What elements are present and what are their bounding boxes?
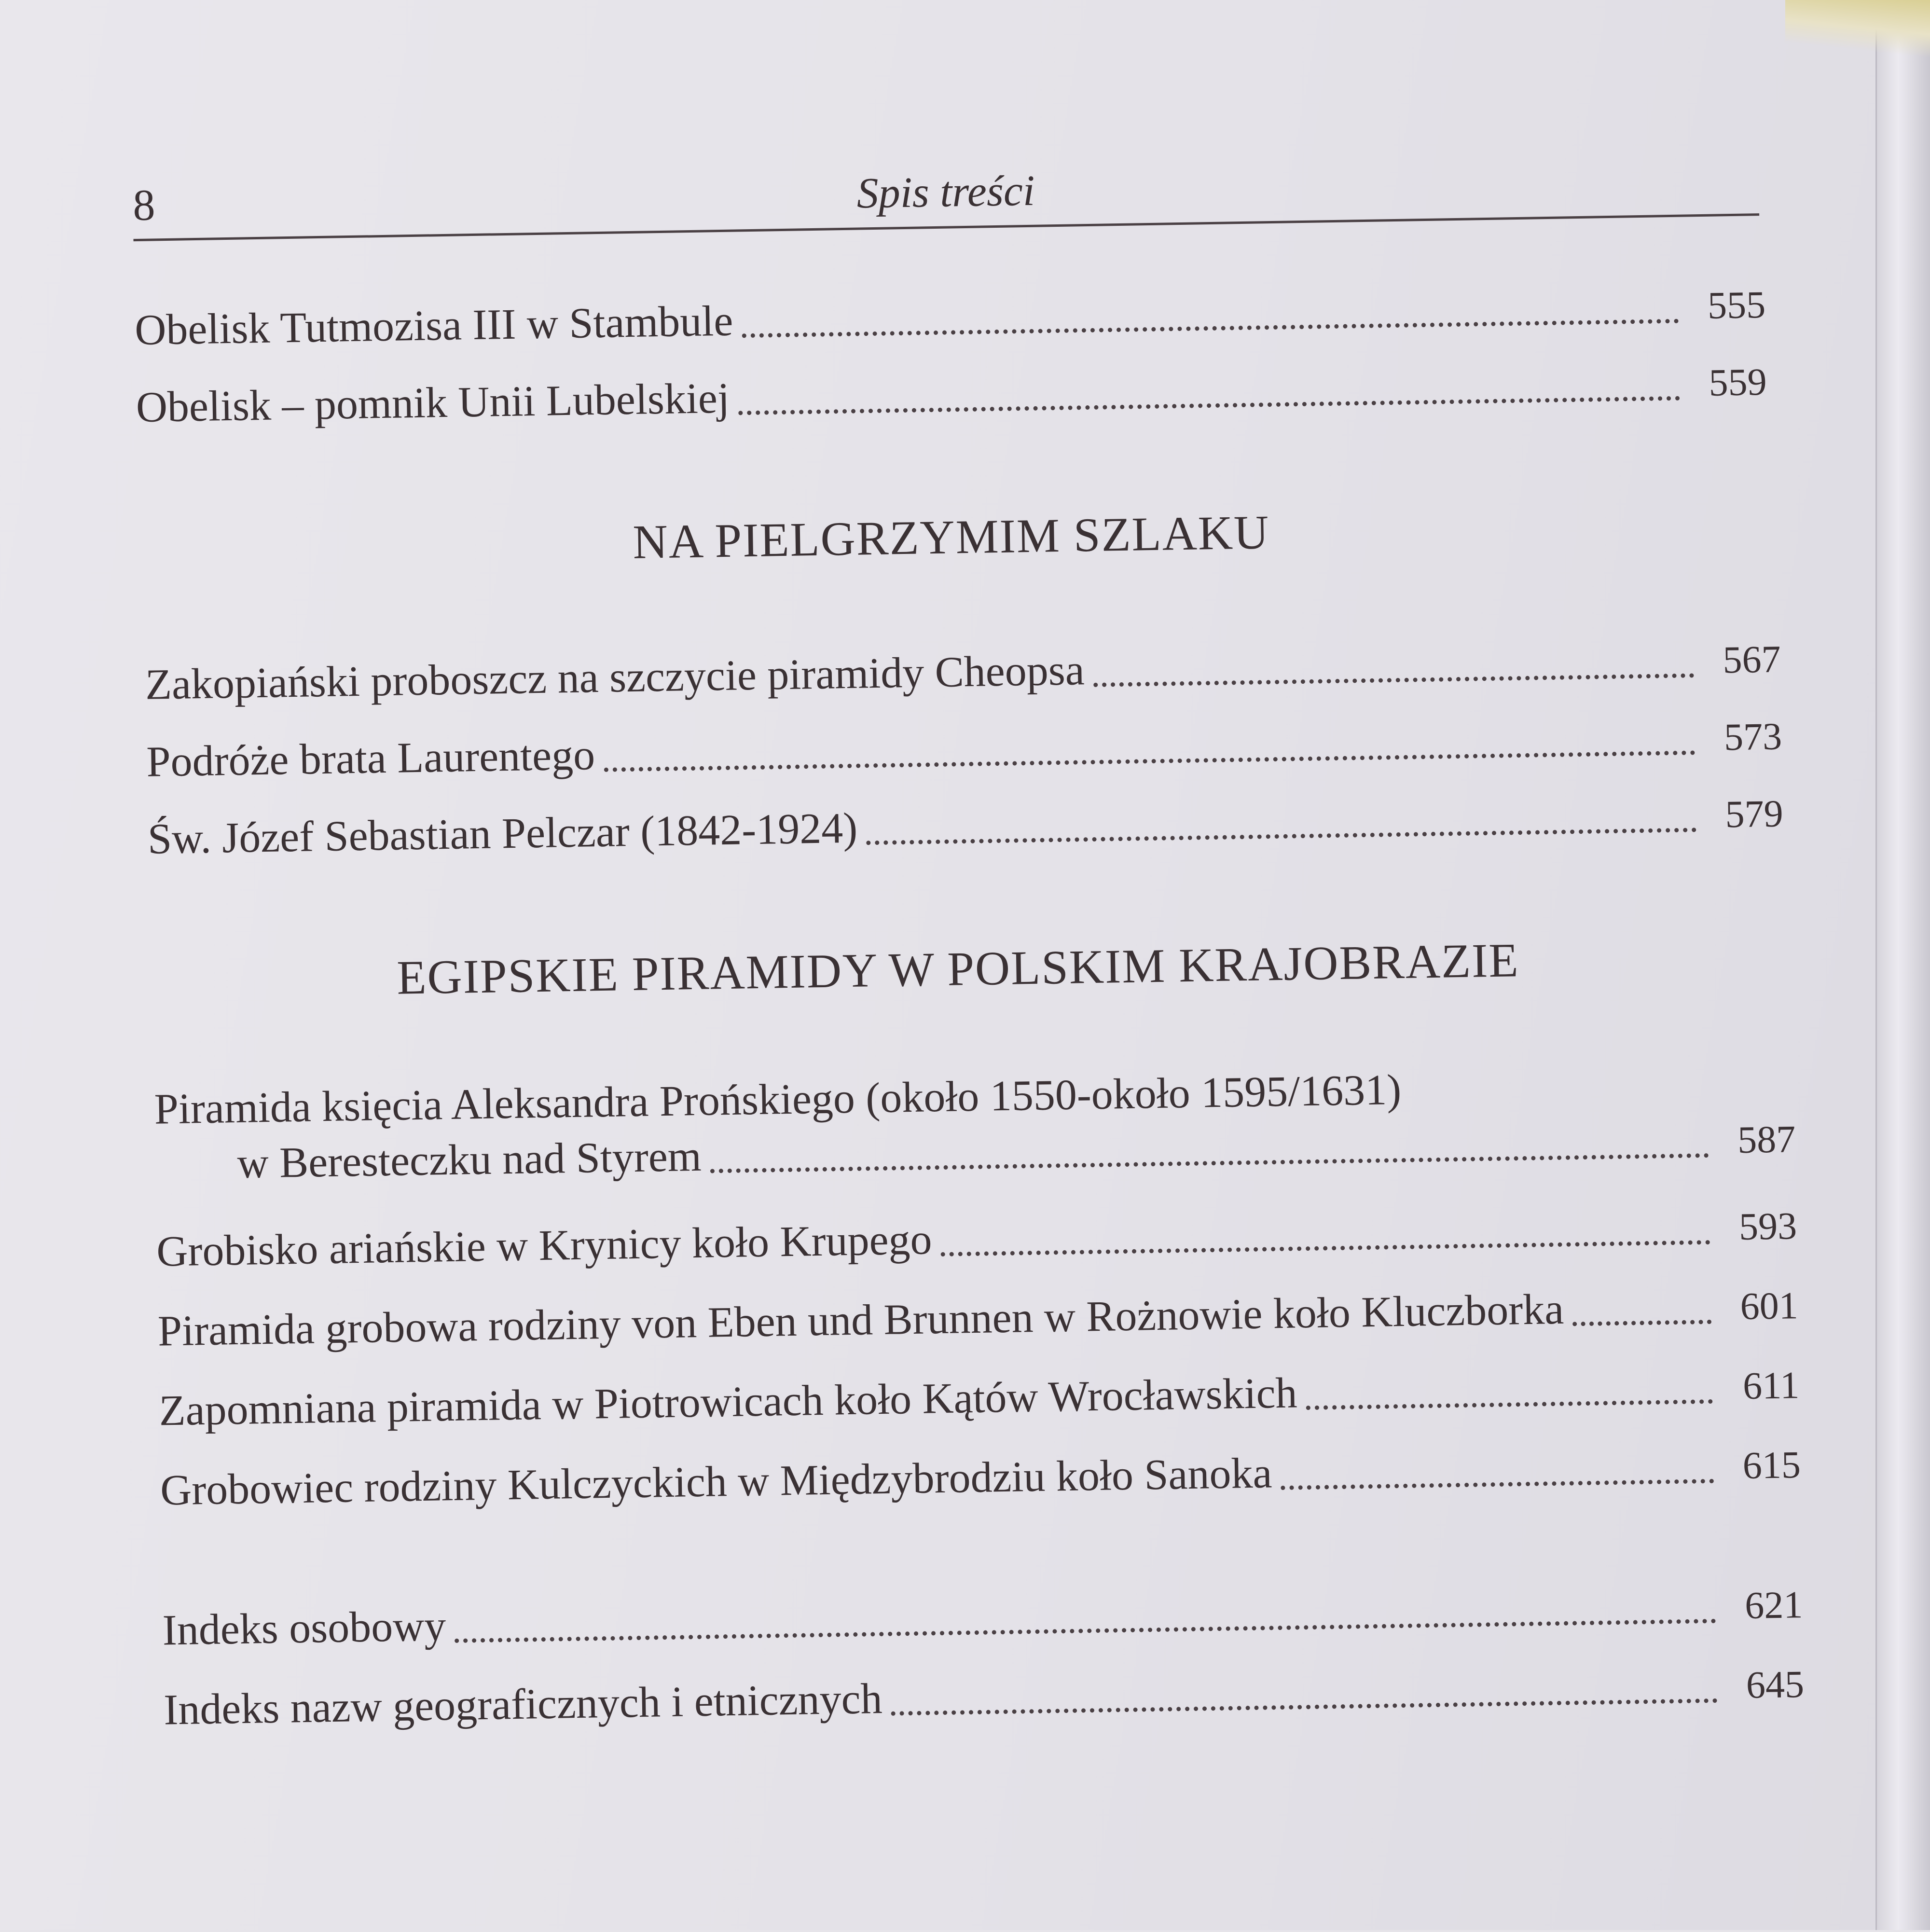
toc-entry-title-line1: Piramida księcia Aleksandra Prońskiego (około 1550-około 1595/1631)	[154, 1066, 1402, 1133]
dot-leader	[1572, 1315, 1711, 1326]
toc-entry-multiline[interactable]	[154, 1066, 1796, 1191]
toc-entry-page: 621	[1744, 1584, 1804, 1627]
toc-entry-page: 559	[1708, 360, 1767, 404]
toc-entry[interactable]	[156, 1200, 1797, 1278]
dot-leader	[738, 391, 1680, 415]
toc-entry-page: 601	[1739, 1284, 1799, 1328]
running-head-title: Spis treści	[856, 166, 1035, 218]
toc-entry-index[interactable]	[162, 1578, 1803, 1657]
section-heading: EGIPSKIE PIRAMIDY W POLSKIM KRAJOBRAZIE	[396, 933, 1520, 1005]
toc-entry-title: Obelisk Tutmozisa III w Stambule	[134, 297, 734, 355]
toc-entry[interactable]	[135, 278, 1766, 357]
dot-leader	[742, 314, 1679, 338]
toc-entry-title: Św. Józef Sebastian Pelczar (1842-1924)	[147, 804, 858, 863]
toc-entry-page: 593	[1738, 1205, 1797, 1249]
toc-entry-page: 611	[1742, 1364, 1800, 1408]
dot-leader	[1306, 1394, 1713, 1410]
toc-entry-page: 615	[1742, 1444, 1801, 1487]
toc-entry[interactable]	[147, 787, 1783, 866]
toc-entry[interactable]	[157, 1279, 1798, 1358]
running-head	[132, 148, 1759, 230]
toc-entry[interactable]	[136, 356, 1767, 434]
toc-entry-title: Indeks nazw geograficznych i etnicznych	[163, 1675, 883, 1734]
toc-entry-page: 645	[1746, 1663, 1805, 1707]
toc-entry[interactable]	[159, 1359, 1800, 1437]
dot-leader	[1093, 668, 1694, 687]
dot-leader	[941, 1235, 1710, 1256]
toc-entry-index[interactable]	[164, 1658, 1805, 1737]
toc-entry-title: Grobisko ariańskie w Krynicy koło Krupego	[156, 1215, 933, 1276]
toc-entry-page: 587	[1737, 1118, 1796, 1162]
section-heading: NA PIELGRZYMIM SZLAKU	[632, 505, 1270, 569]
dot-leader	[455, 1614, 1716, 1643]
indent	[156, 1190, 238, 1192]
toc-entry-title: Piramida grobowa rodziny von Eben und Brunnen w Rożnowie koło Kluczborka	[157, 1285, 1564, 1355]
toc-entry-title: Grobowiec rodziny Kulczyckich w Międzybrodziu koło Sanoka	[160, 1449, 1273, 1515]
page-number: 8	[132, 180, 156, 230]
toc-entry-page: 573	[1723, 715, 1782, 759]
toc-entry[interactable]	[145, 633, 1781, 712]
toc-entry-title-line2: w Beresteczku nad Styrem	[236, 1132, 702, 1187]
dot-leader	[604, 745, 1695, 772]
toc-entry[interactable]	[160, 1438, 1801, 1517]
toc-entry[interactable]	[146, 710, 1782, 789]
toc-entry-page: 579	[1724, 792, 1784, 836]
toc-entry-page: 555	[1707, 283, 1766, 327]
dot-leader	[891, 1694, 1718, 1716]
toc-entry-title: Indeks osobowy	[162, 1602, 446, 1655]
toc-entry-page: 567	[1722, 638, 1781, 682]
toc-entry-title: Zapomniana piramida w Piotrowicach koło Kątów Wrocławskich	[158, 1369, 1298, 1435]
toc-entry-title: Podróże brata Laurentego	[146, 731, 595, 786]
toc-entry-title: Obelisk – pomnik Unii Lubelskiej	[136, 374, 730, 432]
dot-leader	[710, 1148, 1709, 1173]
toc-entry-title: Zakopiański proboszcz na szczycie piramidy Cheopsa	[145, 646, 1085, 709]
dot-leader	[1281, 1474, 1714, 1490]
dot-leader	[866, 823, 1696, 845]
